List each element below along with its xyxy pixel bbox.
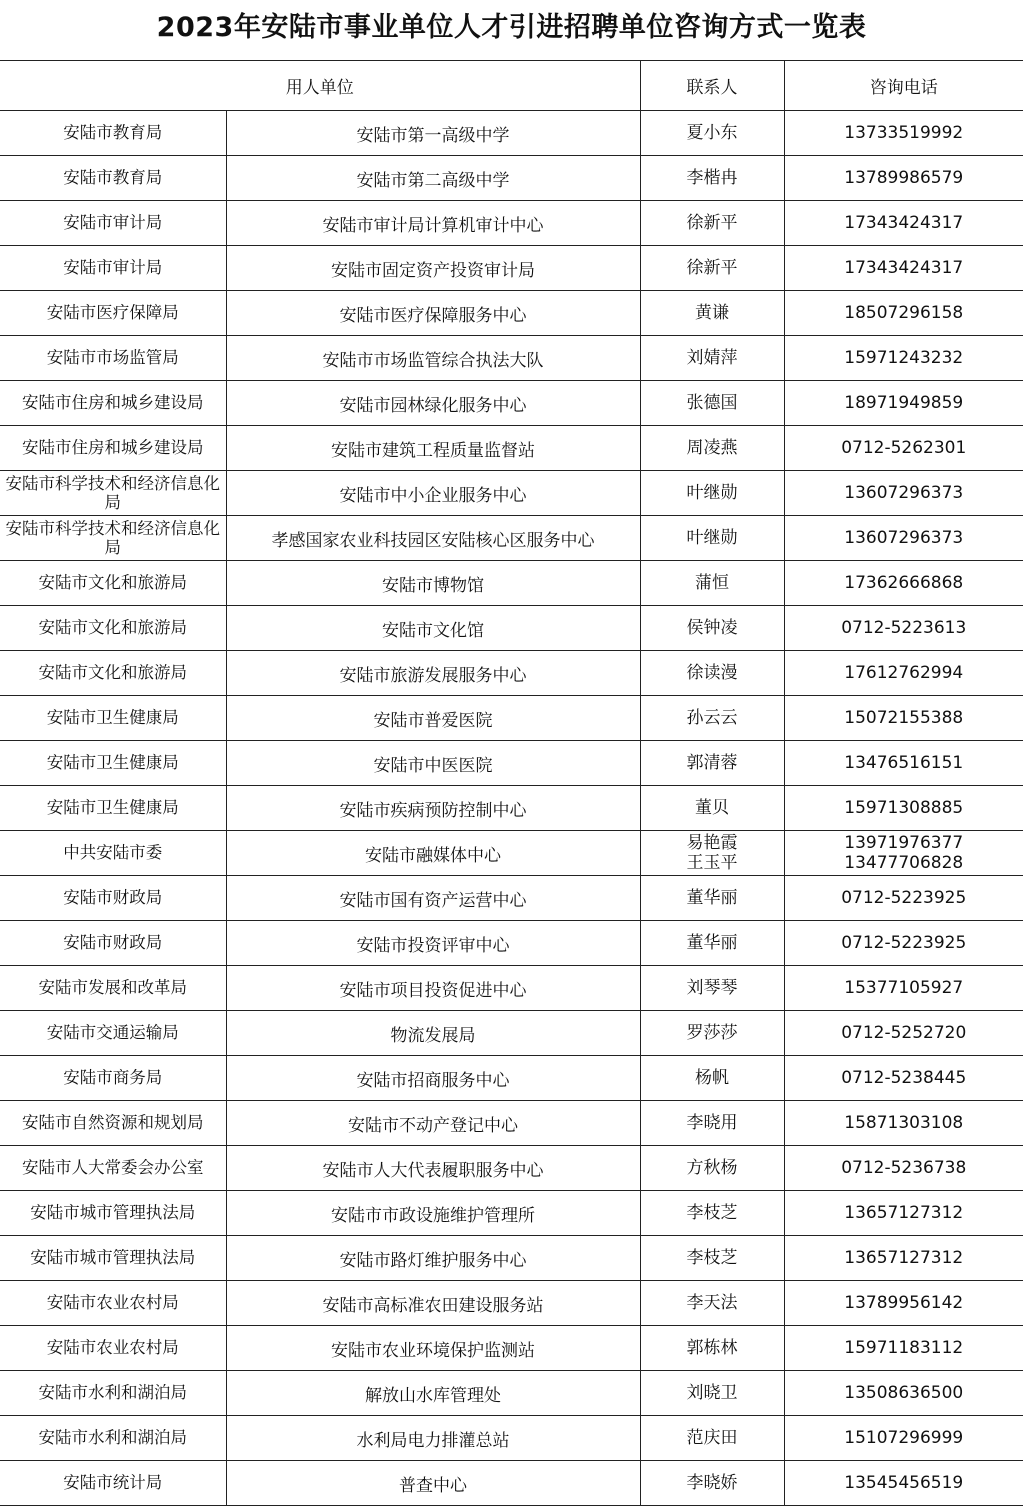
header-contact: 联系人	[640, 61, 784, 111]
dept-cell	[0, 291, 226, 336]
unit-cell	[226, 1281, 640, 1326]
phone-text: 13789956142	[785, 1293, 1023, 1313]
contact-text: 叶继勋	[641, 528, 784, 548]
contact-cell	[640, 1371, 784, 1416]
contact-cell	[640, 291, 784, 336]
contact-cell	[640, 1326, 784, 1371]
phone-text: 17362666868	[785, 573, 1023, 593]
contact-text: 黄谦	[641, 303, 784, 323]
dept-text: 安陆市人大常委会办公室	[22, 1158, 204, 1177]
phone-cell	[784, 111, 1023, 156]
phone-cell	[784, 426, 1023, 471]
phone-text: 13657127312	[785, 1248, 1023, 1268]
dept-text: 安陆市医疗保障局	[47, 303, 179, 322]
contact-text: 刘琴琴	[641, 978, 784, 998]
dept-text: 安陆市财政局	[63, 933, 162, 952]
phone-text: 0712-5223613	[785, 618, 1023, 638]
phone-text: 13508636500	[785, 1383, 1023, 1403]
dept-text: 安陆市科学技术和经济信息化局	[6, 474, 221, 512]
unit-text: 安陆市招商服务中心	[357, 1071, 510, 1091]
contact-cell	[640, 561, 784, 606]
unit-cell	[226, 201, 640, 246]
phone-cell	[784, 1416, 1023, 1461]
dept-cell	[0, 1281, 226, 1326]
contact-cell	[640, 876, 784, 921]
contact-text: 董华丽	[641, 888, 784, 908]
table-row	[0, 336, 1023, 381]
contact-cell	[640, 741, 784, 786]
dept-text: 安陆市教育局	[63, 168, 162, 187]
unit-cell	[226, 651, 640, 696]
contact-cell	[640, 201, 784, 246]
dept-cell	[0, 201, 226, 246]
dept-text: 安陆市发展和改革局	[39, 978, 188, 997]
phone-text: 0712-5236738	[785, 1158, 1023, 1178]
dept-cell	[0, 1056, 226, 1101]
phone-cell	[784, 1281, 1023, 1326]
contact-text: 蒲恒	[641, 573, 784, 593]
unit-text: 水利局电力排灌总站	[357, 1431, 510, 1451]
unit-text: 安陆市文化馆	[382, 621, 484, 641]
contact-cell	[640, 1416, 784, 1461]
unit-cell	[226, 516, 640, 561]
table-row	[0, 381, 1023, 426]
phone-cell	[784, 696, 1023, 741]
unit-cell	[226, 1191, 640, 1236]
table-row	[0, 1236, 1023, 1281]
contact-cell	[640, 1011, 784, 1056]
phone-text: 15871303108	[785, 1113, 1023, 1133]
table-row	[0, 291, 1023, 336]
contact-text: 夏小东	[641, 123, 784, 143]
contact-text: 李天法	[641, 1293, 784, 1313]
table-row	[0, 1371, 1023, 1416]
unit-text: 普查中心	[399, 1476, 467, 1496]
unit-text: 安陆市中医医院	[374, 756, 493, 776]
unit-text: 安陆市路灯维护服务中心	[340, 1251, 527, 1271]
unit-text: 安陆市市场监管综合执法大队	[323, 351, 544, 371]
dept-text: 安陆市文化和旅游局	[39, 663, 188, 682]
table-header-row	[0, 61, 1023, 111]
dept-text: 安陆市卫生健康局	[47, 798, 179, 817]
unit-text: 安陆市市政设施维护管理所	[331, 1206, 535, 1226]
unit-text: 安陆市博物馆	[382, 576, 484, 596]
dept-cell	[0, 516, 226, 561]
dept-cell	[0, 831, 226, 876]
phone-text: 15072155388	[785, 708, 1023, 728]
table-row	[0, 696, 1023, 741]
dept-cell	[0, 111, 226, 156]
phone-text: 17343424317	[785, 213, 1023, 233]
phone-text: 0712-5252720	[785, 1023, 1023, 1043]
phone-text: 13971976377	[785, 833, 1023, 853]
table-row	[0, 156, 1023, 201]
phone-cell	[784, 1101, 1023, 1146]
dept-text: 安陆市水利和湖泊局	[39, 1383, 188, 1402]
contact-cell	[640, 246, 784, 291]
phone-text: 0712-5223925	[785, 888, 1023, 908]
contact-text: 杨帆	[641, 1068, 784, 1088]
table-row	[0, 1011, 1023, 1056]
phone-text: 18507296158	[785, 303, 1023, 323]
phone-text: 15971243232	[785, 348, 1023, 368]
unit-text: 安陆市不动产登记中心	[348, 1116, 518, 1136]
unit-text: 安陆市第一高级中学	[357, 126, 510, 146]
contact-text: 董华丽	[641, 933, 784, 953]
unit-cell	[226, 336, 640, 381]
phone-cell	[784, 336, 1023, 381]
dept-text: 安陆市科学技术和经济信息化局	[6, 519, 221, 557]
contact-cell	[640, 966, 784, 1011]
phone-cell	[784, 1371, 1023, 1416]
dept-text: 安陆市市场监管局	[47, 348, 179, 367]
contact-cell	[640, 1191, 784, 1236]
phone-text: 13789986579	[785, 168, 1023, 188]
phone-cell	[784, 471, 1023, 516]
contact-text: 李晓用	[641, 1113, 784, 1133]
phone-text: 18971949859	[785, 393, 1023, 413]
table-row	[0, 786, 1023, 831]
unit-text: 安陆市医疗保障服务中心	[340, 306, 527, 326]
dept-cell	[0, 741, 226, 786]
phone-text: 13607296373	[785, 483, 1023, 503]
table-row	[0, 561, 1023, 606]
table-row	[0, 1326, 1023, 1371]
page-title: 2023年安陆市事业单位人才引进招聘单位咨询方式一览表	[0, 0, 1023, 60]
table-row	[0, 1461, 1023, 1506]
contact-text: 徐读漫	[641, 663, 784, 683]
table-row	[0, 246, 1023, 291]
dept-text: 安陆市审计局	[63, 213, 162, 232]
dept-cell	[0, 651, 226, 696]
unit-cell	[226, 1101, 640, 1146]
phone-cell	[784, 1011, 1023, 1056]
unit-text: 安陆市园林绿化服务中心	[340, 396, 527, 416]
unit-text: 物流发展局	[391, 1026, 476, 1046]
unit-text: 安陆市国有资产运营中心	[340, 891, 527, 911]
dept-cell	[0, 1371, 226, 1416]
unit-text: 安陆市普爱医院	[374, 711, 493, 731]
unit-text: 安陆市中小企业服务中心	[340, 486, 527, 506]
table-row	[0, 606, 1023, 651]
contact-text: 张德国	[641, 393, 784, 413]
dept-text: 安陆市统计局	[63, 1473, 162, 1492]
dept-cell	[0, 1461, 226, 1506]
table-row	[0, 651, 1023, 696]
phone-text: 17612762994	[785, 663, 1023, 683]
unit-text: 安陆市固定资产投资审计局	[331, 261, 535, 281]
phone-cell	[784, 876, 1023, 921]
unit-cell	[226, 1371, 640, 1416]
unit-text: 安陆市农业环境保护监测站	[331, 1341, 535, 1361]
contact-text: 方秋杨	[641, 1158, 784, 1178]
table-row	[0, 426, 1023, 471]
phone-cell	[784, 1236, 1023, 1281]
dept-cell	[0, 336, 226, 381]
unit-text: 解放山水库管理处	[365, 1386, 501, 1406]
contact-table	[0, 60, 1023, 1506]
contact-text: 孙云云	[641, 708, 784, 728]
unit-cell	[226, 561, 640, 606]
contact-cell	[640, 471, 784, 516]
contact-cell	[640, 1101, 784, 1146]
unit-cell	[226, 696, 640, 741]
dept-text: 安陆市农业农村局	[47, 1293, 179, 1312]
contact-text: 范庆田	[641, 1428, 784, 1448]
unit-cell	[226, 1011, 640, 1056]
phone-text: 15107296999	[785, 1428, 1023, 1448]
phone-cell	[784, 966, 1023, 1011]
phone-cell	[784, 786, 1023, 831]
unit-cell	[226, 1326, 640, 1371]
contact-cell	[640, 1146, 784, 1191]
phone-text: 13477706828	[785, 853, 1023, 873]
phone-cell	[784, 291, 1023, 336]
dept-cell	[0, 381, 226, 426]
contact-text: 李枝芝	[641, 1248, 784, 1268]
table-row	[0, 471, 1023, 516]
phone-cell	[784, 651, 1023, 696]
phone-text: 13733519992	[785, 123, 1023, 143]
table-row	[0, 111, 1023, 156]
phone-cell	[784, 1461, 1023, 1506]
dept-text: 安陆市文化和旅游局	[39, 618, 188, 637]
contact-cell	[640, 1461, 784, 1506]
dept-text: 安陆市教育局	[63, 123, 162, 142]
dept-cell	[0, 606, 226, 651]
contact-text: 王玉平	[641, 853, 784, 873]
phone-text: 13476516151	[785, 753, 1023, 773]
phone-cell	[784, 381, 1023, 426]
dept-text: 安陆市自然资源和规划局	[22, 1113, 204, 1132]
contact-text: 董贝	[641, 798, 784, 818]
table-body	[0, 111, 1023, 1506]
contact-cell	[640, 1236, 784, 1281]
contact-cell	[640, 606, 784, 651]
table-row	[0, 1281, 1023, 1326]
dept-cell	[0, 1101, 226, 1146]
dept-cell	[0, 1416, 226, 1461]
unit-cell	[226, 381, 640, 426]
contact-cell	[640, 426, 784, 471]
dept-text: 安陆市水利和湖泊局	[39, 1428, 188, 1447]
contact-cell	[640, 696, 784, 741]
dept-cell	[0, 921, 226, 966]
phone-cell	[784, 156, 1023, 201]
phone-cell	[784, 921, 1023, 966]
dept-text: 安陆市卫生健康局	[47, 753, 179, 772]
unit-cell	[226, 831, 640, 876]
unit-cell	[226, 876, 640, 921]
dept-cell	[0, 426, 226, 471]
dept-text: 安陆市商务局	[63, 1068, 162, 1087]
unit-text: 安陆市第二高级中学	[357, 171, 510, 191]
dept-text: 安陆市文化和旅游局	[39, 573, 188, 592]
dept-text: 安陆市城市管理执法局	[30, 1203, 195, 1222]
contact-cell	[640, 831, 784, 876]
phone-cell	[784, 831, 1023, 876]
dept-cell	[0, 966, 226, 1011]
dept-text: 中共安陆市委	[63, 843, 162, 862]
unit-text: 安陆市项目投资促进中心	[340, 981, 527, 1001]
unit-text: 安陆市建筑工程质量监督站	[331, 441, 535, 461]
phone-text: 17343424317	[785, 258, 1023, 278]
unit-cell	[226, 786, 640, 831]
contact-text: 易艳霞	[641, 833, 784, 853]
phone-text: 0712-5238445	[785, 1068, 1023, 1088]
dept-cell	[0, 1191, 226, 1236]
phone-text: 0712-5223925	[785, 933, 1023, 953]
phone-cell	[784, 561, 1023, 606]
unit-cell	[226, 1416, 640, 1461]
table-row	[0, 831, 1023, 876]
dept-cell	[0, 876, 226, 921]
unit-text: 安陆市高标准农田建设服务站	[323, 1296, 544, 1316]
contact-text: 李晓娇	[641, 1473, 784, 1493]
contact-text: 郭栋林	[641, 1338, 784, 1358]
table-row	[0, 201, 1023, 246]
dept-text: 安陆市财政局	[63, 888, 162, 907]
phone-text: 13545456519	[785, 1473, 1023, 1493]
unit-text: 安陆市旅游发展服务中心	[340, 666, 527, 686]
unit-cell	[226, 741, 640, 786]
unit-cell	[226, 246, 640, 291]
unit-text: 安陆市投资评审中心	[357, 936, 510, 956]
dept-text: 安陆市农业农村局	[47, 1338, 179, 1357]
phone-text: 15971308885	[785, 798, 1023, 818]
phone-cell	[784, 741, 1023, 786]
contact-text: 罗莎莎	[641, 1023, 784, 1043]
contact-cell	[640, 516, 784, 561]
header-phone: 咨询电话	[784, 61, 1023, 111]
unit-text: 安陆市融媒体中心	[365, 846, 501, 866]
unit-cell	[226, 426, 640, 471]
table-row	[0, 1101, 1023, 1146]
dept-cell	[0, 1326, 226, 1371]
contact-text: 李楷冉	[641, 168, 784, 188]
unit-text: 孝感国家农业科技园区安陆核心区服务中心	[272, 531, 595, 551]
contact-cell	[640, 336, 784, 381]
contact-cell	[640, 921, 784, 966]
dept-cell	[0, 156, 226, 201]
dept-text: 安陆市住房和城乡建设局	[22, 393, 204, 412]
contact-cell	[640, 381, 784, 426]
unit-cell	[226, 156, 640, 201]
unit-text: 安陆市人大代表履职服务中心	[323, 1161, 544, 1181]
dept-text: 安陆市住房和城乡建设局	[22, 438, 204, 457]
table-row	[0, 1191, 1023, 1236]
dept-text: 安陆市卫生健康局	[47, 708, 179, 727]
header-unit: 用人单位	[0, 61, 640, 111]
unit-text: 安陆市审计局计算机审计中心	[323, 216, 544, 236]
table-row	[0, 1146, 1023, 1191]
phone-cell	[784, 1146, 1023, 1191]
phone-text: 13657127312	[785, 1203, 1023, 1223]
contact-text: 周凌燕	[641, 438, 784, 458]
contact-text: 徐新平	[641, 213, 784, 233]
phone-text: 13607296373	[785, 528, 1023, 548]
contact-cell	[640, 786, 784, 831]
contact-text: 徐新平	[641, 258, 784, 278]
phone-cell	[784, 201, 1023, 246]
dept-text: 安陆市城市管理执法局	[30, 1248, 195, 1267]
dept-cell	[0, 1146, 226, 1191]
contact-cell	[640, 111, 784, 156]
phone-cell	[784, 1056, 1023, 1101]
contact-text: 刘婧萍	[641, 348, 784, 368]
phone-cell	[784, 516, 1023, 561]
unit-cell	[226, 1146, 640, 1191]
dept-cell	[0, 1236, 226, 1281]
dept-cell	[0, 561, 226, 606]
phone-text: 15971183112	[785, 1338, 1023, 1358]
unit-cell	[226, 606, 640, 651]
table-row	[0, 1416, 1023, 1461]
unit-cell	[226, 111, 640, 156]
phone-cell	[784, 1326, 1023, 1371]
unit-cell	[226, 966, 640, 1011]
unit-cell	[226, 1236, 640, 1281]
dept-cell	[0, 1011, 226, 1056]
table-row	[0, 876, 1023, 921]
contact-text: 叶继勋	[641, 483, 784, 503]
dept-cell	[0, 786, 226, 831]
contact-text: 李枝芝	[641, 1203, 784, 1223]
phone-text: 15377105927	[785, 978, 1023, 998]
unit-cell	[226, 1461, 640, 1506]
dept-cell	[0, 246, 226, 291]
unit-cell	[226, 921, 640, 966]
phone-cell	[784, 246, 1023, 291]
unit-cell	[226, 1056, 640, 1101]
unit-text: 安陆市疾病预防控制中心	[340, 801, 527, 821]
contact-text: 郭清蓉	[641, 753, 784, 773]
table-row	[0, 966, 1023, 1011]
contact-text: 侯钟凌	[641, 618, 784, 638]
contact-cell	[640, 651, 784, 696]
dept-cell	[0, 471, 226, 516]
table-row	[0, 921, 1023, 966]
contact-cell	[640, 156, 784, 201]
dept-cell	[0, 696, 226, 741]
phone-cell	[784, 1191, 1023, 1236]
contact-text: 刘晓卫	[641, 1383, 784, 1403]
contact-cell	[640, 1056, 784, 1101]
table-row	[0, 1056, 1023, 1101]
dept-text: 安陆市交通运输局	[47, 1023, 179, 1042]
contact-cell	[640, 1281, 784, 1326]
table-row	[0, 516, 1023, 561]
dept-text: 安陆市审计局	[63, 258, 162, 277]
phone-text: 0712-5262301	[785, 438, 1023, 458]
unit-cell	[226, 291, 640, 336]
table-row	[0, 741, 1023, 786]
phone-cell	[784, 606, 1023, 651]
unit-cell	[226, 471, 640, 516]
